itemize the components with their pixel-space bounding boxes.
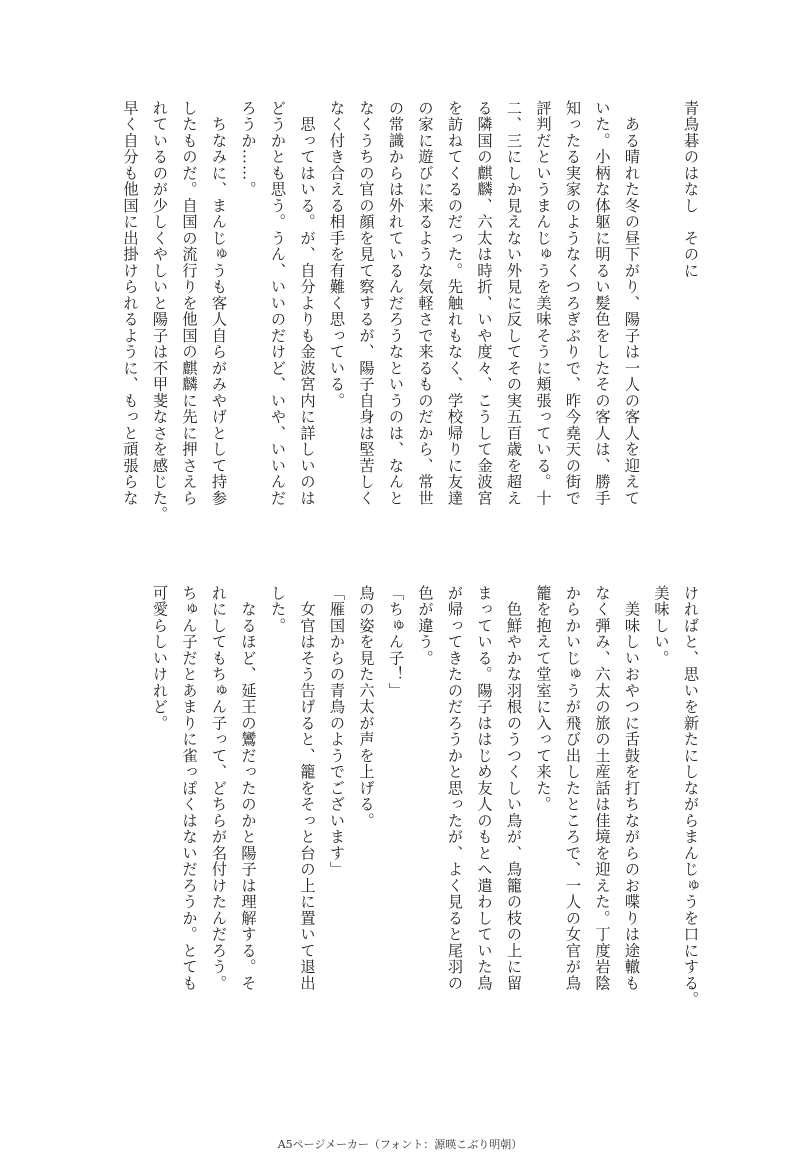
text-column: 美味しいおやつに舌鼓を打ちながらのお喋りは途轍も xyxy=(623,585,641,992)
text-column: 「ちゅん子！」 xyxy=(387,585,405,699)
text-column: 「雁国からの青鳥のようでございます」 xyxy=(328,585,346,878)
text-column: ろうか……。 xyxy=(239,100,258,198)
text-column: なくうちの官の顔を見て察するが、陽子自身は堅苦しく xyxy=(357,100,376,507)
text-column: まっている。陽子ははじめ友人のもとへ遣わしていた鳥 xyxy=(475,585,494,992)
text-column: 色鮮やかな羽根のうつくしい鳥が、鳥籠の枝の上に留 xyxy=(505,585,523,992)
text-column: れているのが少しくやしいと陽子は不甲斐なさを感じた。 xyxy=(151,100,169,523)
text-column: 女官はそう告げると、籠をそっと台の上に置いて退出 xyxy=(298,585,317,992)
text-column xyxy=(646,100,676,570)
upper-text-block xyxy=(121,100,705,570)
text-column: 思ってはいる。が、自分よりも金波宮内に詳しいのは xyxy=(298,100,317,507)
text-column: ければと、思いを新たにしながらまんじゅうを口にする。 xyxy=(682,585,700,1008)
text-column: したものだ。自国の流行りを他国の麒麟に先に押さえら xyxy=(180,100,199,507)
text-column: どうかとも思う。うん、いいのだけど、いや、いいんだ xyxy=(269,100,287,507)
text-column: の家に遊びに来るような気軽さで来るものだから、常世 xyxy=(416,100,435,507)
text-column: 青鳥碁のはなし そのに xyxy=(682,100,700,279)
text-column: れにしてもちゅん子って、どちらが名付けたんだろう。 xyxy=(210,585,228,992)
text-column: を訪ねてくるのだった。先触れもなく、学校帰りに友達 xyxy=(446,100,464,507)
text-column: なく弾み、六太の旅の土産話は佳境を迎えた。丁度岩陰 xyxy=(593,585,612,992)
text-column: が帰ってきたのだろうかと思ったが、よく見ると尾羽の xyxy=(446,585,464,992)
text-column: 評判だというまんじゅうを美味そうに頬張っている。十 xyxy=(534,100,553,507)
text-column: ある晴れた冬の昼下がり、陽子は一人の客人を迎えて xyxy=(623,100,641,507)
text-column: 知ったる実家のようなくつろぎぶりで、昨今堯天の街で xyxy=(564,100,582,507)
text-column: 籠を抱えて堂室に入って来た。 xyxy=(534,585,553,813)
text-column: の常識からは外れているんだろうなというのは、なんと xyxy=(387,100,405,507)
text-column: 二、三にしか見えない外見に反してその実五百歳を超え xyxy=(505,100,523,507)
page-footer: A5ページメーカー（フォント：源暎こぶり明朝） xyxy=(277,1138,523,1151)
text-column: 美味しい。 xyxy=(652,585,671,667)
text-column: ちなみに、まんじゅうも客人自らがみやげとして持参 xyxy=(210,100,228,507)
text-column: 鳥の姿を見た六太が声を上げる。 xyxy=(357,585,376,829)
text-column: 色が違う。 xyxy=(416,585,435,667)
lower-text-block xyxy=(125,585,705,1055)
text-column: いた。小柄な体躯に明るい髪色をしたその客人は、勝手 xyxy=(593,100,612,507)
text-column: からかいじゅうが飛び出したところで、一人の女官が鳥 xyxy=(564,585,582,992)
text-column: 可愛らしいけれど。 xyxy=(151,585,169,732)
text-column: なるほど、延王の鸞だったのかと陽子は理解する。そ xyxy=(239,585,258,992)
text-column: なく付き合える相手を有難く思っている。 xyxy=(328,100,346,409)
text-column: る隣国の麒麟、六太は時折、いや度々、こうして金波宮 xyxy=(475,100,494,507)
text-column: 早く自分も他国に出掛けられるように、もっと頑張らな xyxy=(121,100,140,507)
text-column: した。 xyxy=(269,585,287,634)
text-column: ちゅん子だとあまりに雀っぽくはないだろうか。とても xyxy=(180,585,199,992)
